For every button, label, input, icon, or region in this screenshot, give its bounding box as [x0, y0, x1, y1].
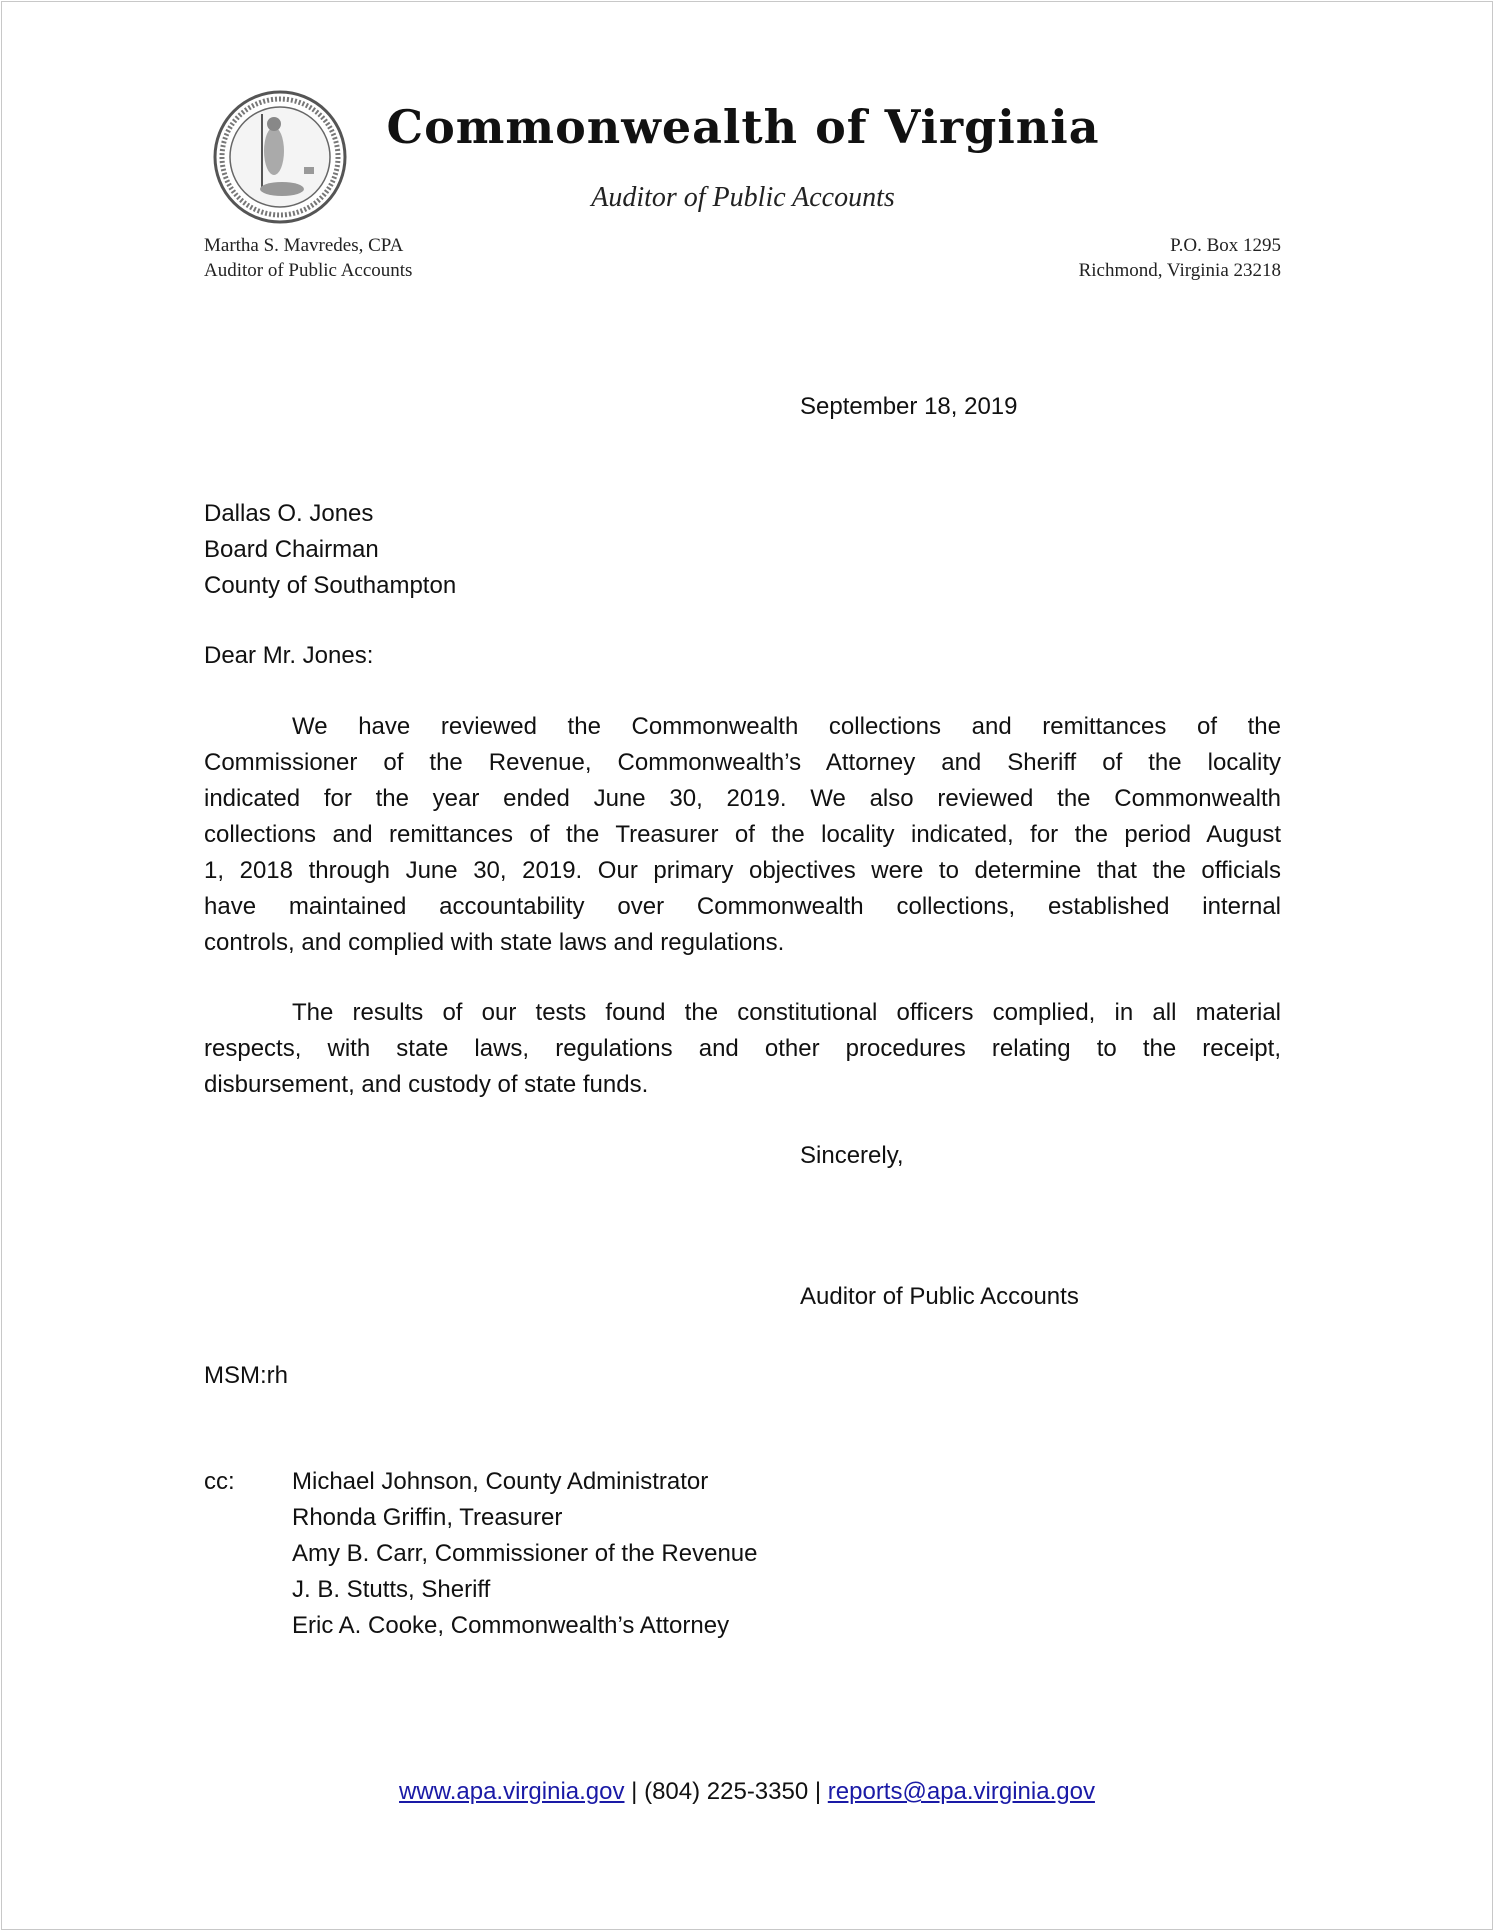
paragraph-line: have maintained accountability over Commonwealth collections, established internal — [204, 893, 1281, 920]
footer-separator: | — [808, 1778, 828, 1805]
footer — [0, 1778, 1494, 1806]
closing: Sincerely, — [800, 1142, 904, 1169]
recipient-title: Board Chairman — [204, 536, 379, 563]
recipient-organization: County of Southampton — [204, 572, 457, 599]
paragraph-1 — [204, 709, 1281, 961]
cc-list — [292, 1464, 758, 1644]
letterhead-subtitle: Auditor of Public Accounts — [591, 182, 895, 213]
email-link[interactable]: reports@apa.virginia.gov — [827, 1778, 1095, 1805]
recipient-block — [204, 496, 456, 604]
paragraph-line: controls, and complied with state laws and regulations. — [204, 929, 785, 956]
city-state-zip: Richmond, Virginia 23218 — [1078, 260, 1281, 281]
mailing-address — [1079, 233, 1281, 283]
paragraph-2 — [204, 995, 1281, 1103]
paragraph-line: respects, with state laws, regulations and other procedures relating to the receipt, — [204, 1035, 1281, 1062]
paragraph-line: The results of our tests found the constitutional officers complied, in all material — [292, 999, 1281, 1026]
paragraph-line: collections and remittances of the Treasurer of the locality indicated, for the period August — [204, 821, 1281, 848]
po-box: P.O. Box 1295 — [1170, 235, 1281, 256]
auditor-title: Auditor of Public Accounts — [204, 260, 413, 281]
footer-separator: | — [624, 1778, 645, 1805]
cc-item: Rhonda Griffin, Treasurer — [292, 1504, 563, 1531]
letter-date: September 18, 2019 — [800, 393, 1018, 420]
salutation: Dear Mr. Jones: — [204, 642, 374, 669]
paragraph-line: 1, 2018 through June 30, 2019. Our primary objectives were to determine that the officials — [204, 857, 1281, 884]
auditor-name: Martha S. Mavredes, CPA — [204, 235, 404, 256]
paragraph-line: We have reviewed the Commonwealth collections and remittances of the — [292, 713, 1281, 740]
cc-item: Eric A. Cooke, Commonwealth’s Attorney — [292, 1612, 730, 1639]
cc-label: cc: — [204, 1468, 235, 1495]
paragraph-line: disbursement, and custody of state funds. — [204, 1071, 649, 1098]
paragraph-line: indicated for the year ended June 30, 2019. We also reviewed the Commonwealth — [204, 785, 1281, 812]
initials: MSM:rh — [204, 1362, 288, 1389]
cc-item: Michael Johnson, County Administrator — [292, 1468, 709, 1495]
cc-item: Amy B. Carr, Commissioner of the Revenue — [292, 1540, 758, 1567]
letterhead-title: Commonwealth of Virginia — [386, 100, 1100, 154]
auditor-name-block — [204, 233, 412, 283]
paragraph-line: Commissioner of the Revenue, Commonwealth’s Attorney and Sheriff of the locality — [204, 749, 1281, 776]
signature: Auditor of Public Accounts — [800, 1283, 1079, 1310]
cc-item: J. B. Stutts, Sheriff — [292, 1576, 491, 1603]
recipient-name: Dallas O. Jones — [204, 500, 374, 527]
website-link[interactable]: www.apa.virginia.gov — [399, 1778, 625, 1805]
phone-number: (804) 225-3350 — [644, 1778, 809, 1805]
